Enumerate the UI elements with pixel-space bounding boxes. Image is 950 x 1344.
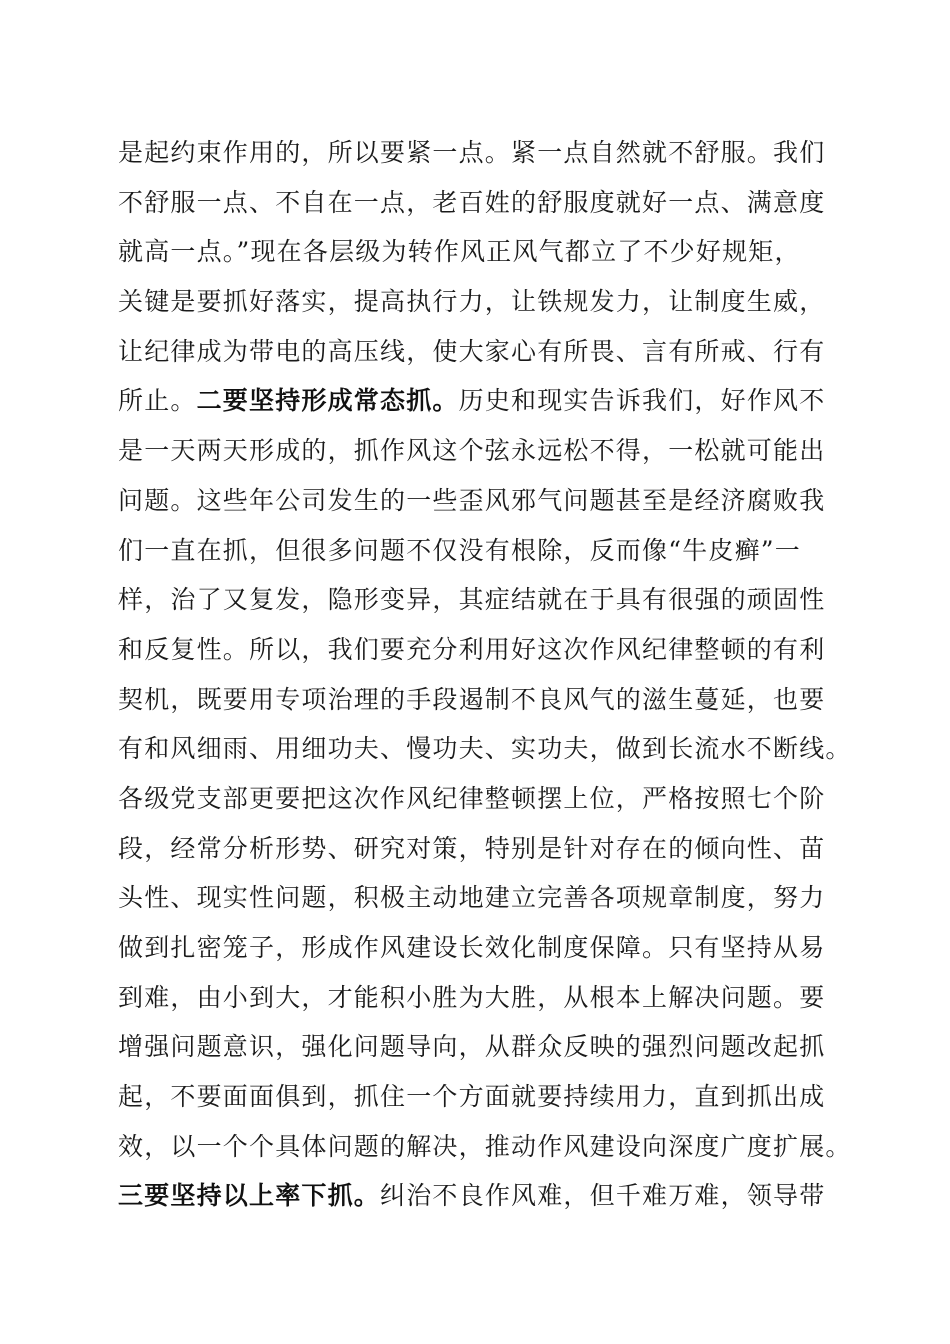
text-run: 纠治不良作风难，但千难万难，领导带 bbox=[380, 1181, 826, 1211]
text-line: 有和风细雨、用细功夫、慢功夫、实功夫，做到长流水不断线。 bbox=[118, 734, 852, 764]
text-run: 所止。 bbox=[118, 386, 197, 416]
text-line bbox=[118, 1171, 838, 1221]
text-line: 效，以一个个具体问题的解决，推动作风建设向深度广度扩展。 bbox=[118, 1131, 852, 1161]
section-heading-2: 二要坚持形成常态抓。 bbox=[196, 386, 459, 416]
text-line: 契机，既要用专项治理的手段遏制不良风气的滋生蔓延，也要 bbox=[118, 684, 826, 714]
text-line: 段，经常分析形势、研究对策，特别是针对存在的倾向性、苗 bbox=[118, 833, 826, 863]
text-line: 到难，由小到大，才能积小胜为大胜，从根本上解决问题。要 bbox=[118, 982, 826, 1012]
text-run: 历史和现实告诉我们，好作风不 bbox=[458, 386, 826, 416]
text-line: 头性、现实性问题，积极主动地建立完善各项规章制度，努力 bbox=[118, 883, 826, 913]
text-line: 关键是要抓好落实，提高执行力，让铁规发力，让制度生威， bbox=[118, 287, 826, 317]
section-heading-3: 三要坚持以上率下抓。 bbox=[118, 1181, 381, 1211]
text-line: 就高一点。”现在各层级为转作风正风气都立了不少好规矩， bbox=[118, 237, 801, 267]
text-line: 样，治了又复发，隐形变异，其症结就在于具有很强的顽固性 bbox=[118, 585, 826, 615]
text-line bbox=[118, 376, 838, 426]
text-line: 和反复性。所以，我们要充分利用好这次作风纪律整顿的有利 bbox=[118, 634, 826, 664]
text-line: 是一天两天形成的，抓作风这个弦永远松不得，一松就可能出 bbox=[118, 436, 826, 466]
body-text bbox=[118, 128, 852, 1221]
text-line: 各级党支部更要把这次作风纪律整顿摆上位，严格按照七个阶 bbox=[118, 783, 826, 813]
text-line: 做到扎密笼子，形成作风建设长效化制度保障。只有坚持从易 bbox=[118, 933, 826, 962]
text-line: 增强问题意识，强化问题导向，从群众反映的强烈问题改起抓 bbox=[118, 1032, 826, 1062]
text-line: 不舒服一点、不自在一点，老百姓的舒服度就好一点、满意度 bbox=[118, 187, 826, 217]
text-line: 们一直在抓，但很多问题不仅没有根除，反而像“牛皮癣”一 bbox=[118, 535, 801, 565]
text-line: 起，不要面面俱到，抓住一个方面就要持续用力，直到抓出成 bbox=[118, 1082, 826, 1112]
text-line: 是起约束作用的，所以要紧一点。紧一点自然就不舒服。我们 bbox=[118, 138, 826, 167]
text-line: 让纪律成为带电的高压线，使大家心有所畏、言有所戒、行有 bbox=[118, 336, 826, 366]
text-line: 问题。这些年公司发生的一些歪风邪气问题甚至是经济腐败我 bbox=[118, 485, 826, 515]
